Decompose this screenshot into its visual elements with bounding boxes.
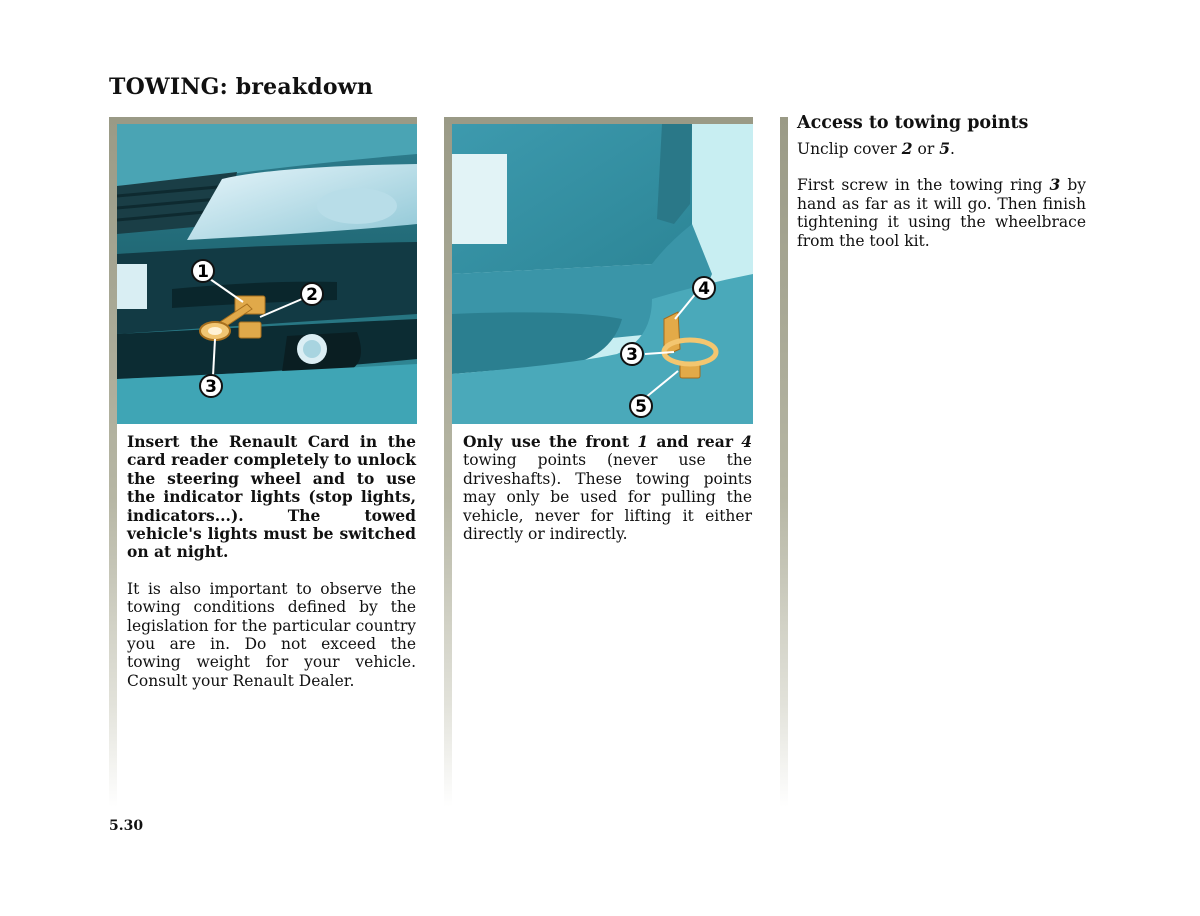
middle-column-text <box>463 433 752 561</box>
callout-3-rear: 3 <box>626 345 638 365</box>
access-heading: Access to towing points <box>797 113 1029 133</box>
callout-5: 5 <box>635 397 647 417</box>
card-warning: Insert the Renault Card in the card reader completely to unlock the steering wheel and to use the indicator lights (stop lights, indicators...). The towed vehicle's lights must be switched on at night. <box>127 432 416 562</box>
screw-instruction: First screw in the towing ring 3 by hand as far as it will go. Then finish tightening it using the wheelbrace from the tool kit. <box>797 175 1087 250</box>
left-column-text <box>127 433 416 708</box>
page-number: 5.30 <box>109 818 144 834</box>
middle-column-bar <box>444 117 452 807</box>
towing-conditions-paragraph: It is also important to observe the towing conditions defined by the legislation for the particular country you are in. Do not exceed the towing weight for your vehicle. Consult your Renault Dealer. <box>127 579 416 690</box>
rear-towing-photo <box>452 124 753 424</box>
middle-column-topbar <box>444 117 753 124</box>
right-column-bar <box>780 117 788 807</box>
left-column-topbar <box>109 117 417 124</box>
unclip-instruction: Unclip cover 2 or 5. <box>797 139 955 158</box>
callout-1: 1 <box>197 262 209 282</box>
page-title: TOWING: breakdown <box>109 74 374 100</box>
callout-4: 4 <box>698 279 710 299</box>
towing-points-paragraph: Only use the front 1 and rear 4 towing points (never use the driveshafts). These towing points may only be used for pulling the vehicle, never for lifting it either directly or indirectly. <box>463 432 753 544</box>
right-column-text <box>797 140 1086 268</box>
front-towing-photo <box>117 124 417 424</box>
callout-3: 3 <box>205 377 217 397</box>
left-column-bar <box>109 117 117 807</box>
callout-2: 2 <box>306 285 318 305</box>
